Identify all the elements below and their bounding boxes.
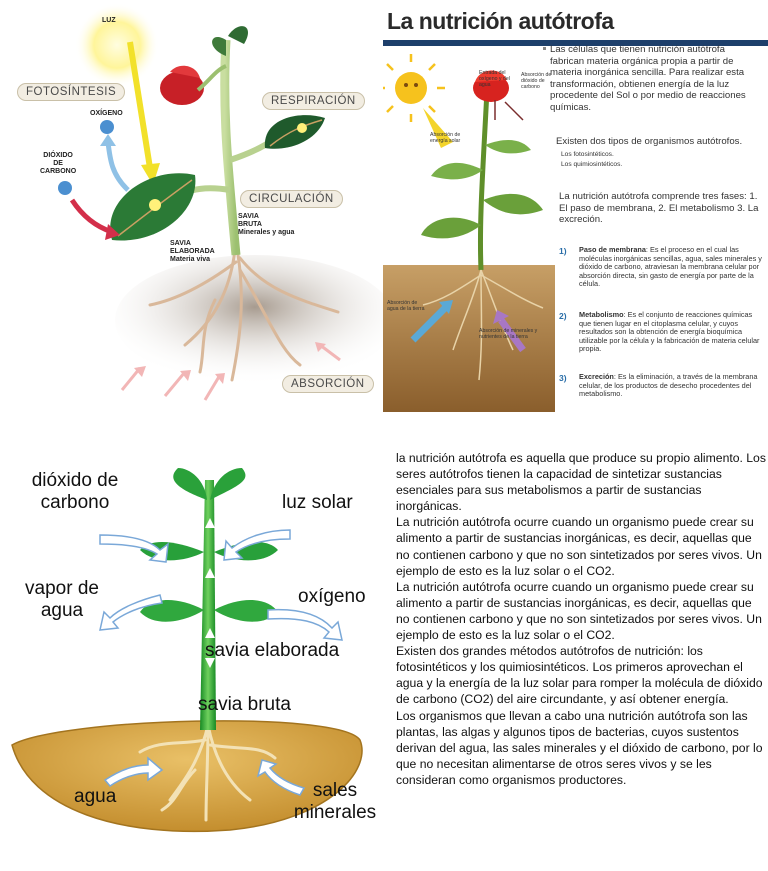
img-label-sales: Absorción de minerales y nutrientes de la tierra: [479, 328, 538, 340]
item-1-text: Paso de membrana: Es el proceso en el cual las moléculas inorgánicas sencillas, agua, sales minerales y dióxido de carbono, atraviesan la membrana celular por absorción directa, sin gasto de energía por parte de la célula.: [579, 245, 762, 289]
bullet-marker: [543, 47, 546, 50]
paragraph-5: Los organismos que llevan a cabo una nutrición autótrofa son las plantas, las algas y algunos tipos de bacterias, cuyos sustentos derivan del agua, las sales minerales y el dióxido de carbono, por lo que no necesitan alimentarse de otros seres vivos y se les consideran como organismos productores.: [396, 708, 763, 787]
item-3-text: Excreción: Es la eliminación, a través de la membrana celular, de los productos de desecho procedentes del metabolismo.: [579, 372, 758, 399]
plant-diagram-2: [0, 440, 392, 866]
fotosintesis-tag: FOTOSÍNTESIS: [17, 83, 125, 101]
slide-nutricion-autotrofa: [383, 0, 768, 414]
absorcion-tag: ABSORCIÓN: [282, 375, 374, 393]
img-label-agua: Absorción de agua de la tierra: [387, 300, 425, 312]
slide-plant-illustration: [383, 50, 555, 412]
plant-nutrition-diagram: [0, 0, 383, 414]
label-agua: agua: [74, 786, 117, 807]
label-sales-minerales: sales minerales: [293, 780, 377, 823]
types-heading: Existen dos tipos de organismos autótrofos.: [556, 136, 743, 147]
img-label-co2: Entrada del oxígeno y del agua: [479, 70, 510, 88]
dioxido-label: DIÓXIDO DE CARBONO: [40, 152, 77, 175]
slide-intro: Las células que tienen nutrición autótrofa fabrican materia orgánica propia a partir de materia inorgánica sencilla. Para realizar esta transformación, obtienen energía de la luz procedente del Sol o por medio de reacciones químicas.: [550, 44, 746, 113]
savia-bruta-label: SAVIA BRUTA Minerales y agua: [238, 213, 295, 236]
explanatory-text: [396, 450, 768, 788]
img-label-energia: Absorción de energía solar: [430, 132, 461, 144]
type-item-2: Los quimiosintéticos.: [561, 161, 623, 168]
item-3-number: 3): [559, 373, 567, 383]
circulacion-tag: CIRCULACIÓN: [240, 190, 343, 208]
item-2-number: 2): [559, 311, 567, 321]
respiracion-tag: RESPIRACIÓN: [262, 92, 365, 110]
label-dioxido: dióxido de carbono: [31, 470, 119, 513]
label-savia-elaborada: savia elaborada: [205, 640, 340, 661]
label-vapor: vapor de agua: [25, 578, 99, 621]
type-item-1: Los fotosintéticos.: [561, 151, 614, 158]
savia-elaborada-label: SAVIA ELABORADA Materia viva: [170, 240, 215, 263]
sun-icon: [383, 54, 445, 122]
label-oxigeno: oxígeno: [298, 586, 366, 607]
phases-text: La nutrición autótrofa comprende tres fases: 1. El paso de membrana, 2. El metabolismo 3. La excreción.: [559, 191, 759, 226]
item-1-number: 1): [559, 246, 567, 256]
paragraph-4: Existen dos grandes métodos autótrofos de nutrición: los fotosintéticos y los quimiosintéticos. Los primeros aprovechan el agua y la energía de la luz solar para romper la molécula de dióxido de carbono (CO2) del aire circundante, y así obtener energía.: [396, 644, 763, 707]
luz-label: LUZ: [102, 17, 116, 24]
item-2-text: Metabolismo: Es el conjunto de reacciones químicas que tienen lugar en el citoplasma celular, y cuyos resultados son la obtención de energía bioquímica utilizable por la célula y la fabricación de materia celular propia.: [579, 310, 760, 354]
paragraph-2: La nutrición autótrofa ocurre cuando un organismo puede crear su alimento a partir de sustancias inorgánicas, es decir, aquellas que no contienen carbono y que no son sintetizados por seres vivos. Un ejemplo de esto es la luz solar o el CO2.: [396, 515, 762, 578]
img-label-o2: Absorción de dióxido de carbono: [521, 72, 552, 90]
oxigeno-label: OXÍGENO: [90, 110, 123, 117]
label-luz-solar: luz solar: [282, 492, 353, 513]
paragraph-1: la nutrición autótrofa es aquella que produce su propio alimento. Los seres autótrofos tienen la capacidad de sintetizar sustancias esenciales para sus metabolismos a partir de sustancias inorgánicas.: [396, 451, 766, 514]
slide-title: La nutrición autótrofa: [387, 8, 614, 34]
paragraph-3: La nutrición autótrofa ocurre cuando un organismo puede crear su alimento a partir de sustancias inorgánicas, es decir, aquellas que no contienen carbono y que no son sintetizados por seres vivos. Un ejemplo de esto es la luz solar o el CO2.: [396, 579, 762, 643]
label-savia-bruta: savia bruta: [198, 694, 291, 715]
